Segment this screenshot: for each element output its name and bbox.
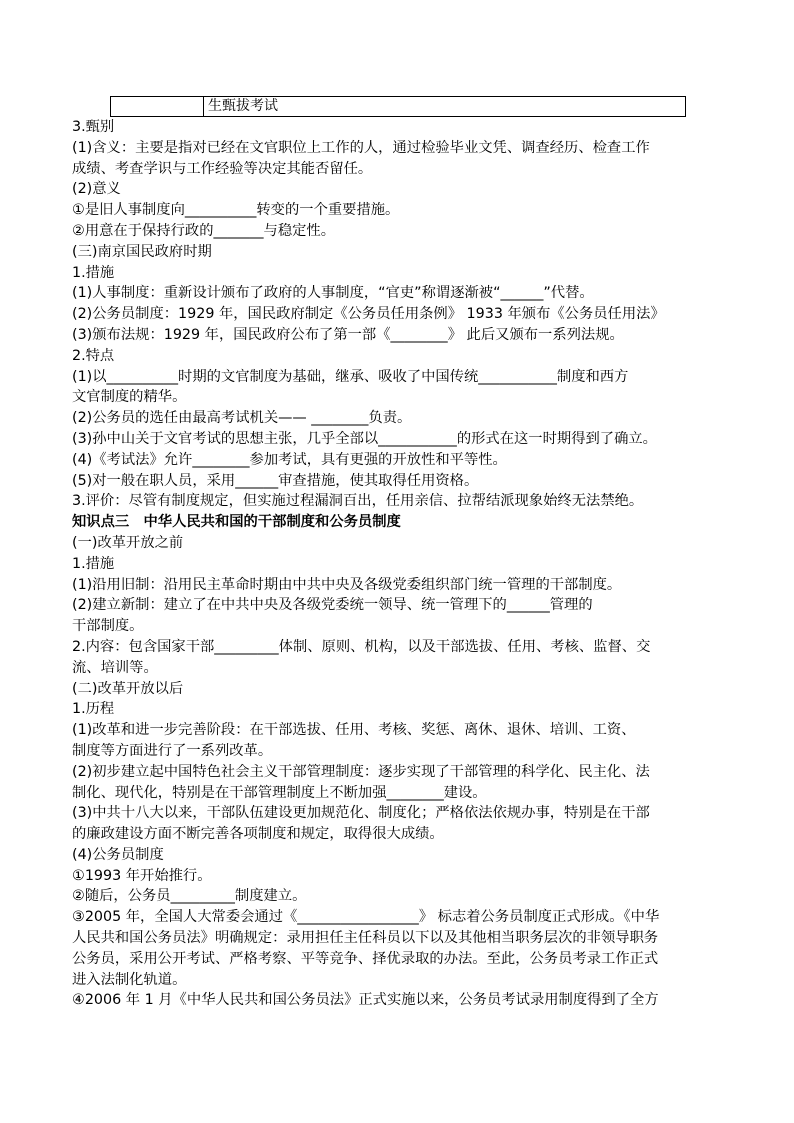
text-line: (3)中共十八大以来，干部队伍建设更加规范化、制度化；严格依法依规办事，特别是在干部 xyxy=(72,805,650,822)
text-line: (2)建立新制：建立了在中共中央及各级党委统一领导、统一管理下的______管理的 xyxy=(72,597,593,614)
text-line: (3)颁布法规：1929 年，国民政府公布了第一部《________》 此后又颁布一系列法规。 xyxy=(72,326,624,343)
table-fragment xyxy=(110,96,686,117)
text-line: 3.评价：尽管有制度规定，但实施过程漏洞百出，任用亲信、拉帮结派现象始终无法禁绝。 xyxy=(72,493,644,510)
text-line: (2)公务员制度：1929 年，国民政府制定《公务员任用条例》 1933 年颁布《公务员任用法》 xyxy=(72,306,665,323)
text-line: ②随后，公务员_________制度建立。 xyxy=(72,888,307,905)
text-line: 1.措施 xyxy=(72,264,115,281)
text-line: 制化、现代化，特别是在干部管理制度上不断加强________建设。 xyxy=(72,784,487,801)
text-line: 进入法制化轨道。 xyxy=(72,971,187,988)
section-heading: 知识点三 中华人民共和国的干部制度和公务员制度 xyxy=(72,514,401,531)
text-line: (4)《考试法》允许________参加考试，具有更强的开放性和平等性。 xyxy=(72,451,507,468)
text-line: (1)人事制度：重新设计颁布了政府的人事制度，“官吏”称谓逐渐被“______”代替。 xyxy=(72,285,594,302)
text-line: (1)沿用旧制：沿用民主革命时期由中共中央及各级党委组织部门统一管理的干部制度。 xyxy=(72,576,622,593)
text-line: ③2005 年，全国人大常委会通过《_________________》 标志着公务员制度正式形成。《中华 xyxy=(72,909,660,926)
table-cell xyxy=(111,97,204,117)
text-line: 人民共和国公务员法》明确规定：录用担任主任科员以下以及其他相当职务层次的非领导职务 xyxy=(72,930,659,947)
text-line: 制度等方面进行了一系列改革。 xyxy=(72,742,273,759)
text-line: 公务员，采用公开考试、严格考察、平等竞争、择优录取的办法。至此，公务员考录工作正式 xyxy=(72,950,659,967)
text-line: 2.内容：包含国家干部_________体制、原则、机构，以及干部选拔、任用、考核、监督、交 xyxy=(72,638,651,655)
document-page xyxy=(72,96,722,1011)
text-line: (1)含义：主要是指对已经在文官职位上工作的人，通过检验毕业文凭、调查经历、检查工作 xyxy=(72,139,650,156)
text-line: (1)以__________时期的文官制度为基础，继承、吸收了中国传统___________制度和西方 xyxy=(72,368,629,385)
text-line: 1.历程 xyxy=(72,701,115,718)
text-line: (4)公务员制度 xyxy=(72,846,164,863)
text-line: (2)公务员的选任由最高考试机关—— ________负责。 xyxy=(72,410,412,427)
text-line: (5)对一般在职人员，采用______审查措施，使其取得任用资格。 xyxy=(72,472,479,489)
text-line: ①是旧人事制度向__________转变的一个重要措施。 xyxy=(72,202,400,219)
text-line: 成绩、考查学识与工作经验等决定其能否留任。 xyxy=(72,160,373,177)
text-line: 文官制度的精华。 xyxy=(72,389,187,406)
text-line: (二)改革开放以后 xyxy=(72,680,184,697)
text-line: 干部制度。 xyxy=(72,618,144,635)
document-body xyxy=(72,117,722,1011)
text-line: (1)改革和进一步完善阶段：在干部选拔、任用、考核、奖惩、离休、退休、培训、工资、 xyxy=(72,722,636,739)
text-line: ②用意在于保持行政的_______与稳定性。 xyxy=(72,222,336,239)
text-line: 流、培训等。 xyxy=(72,659,158,676)
text-line: (3)孙中山关于文官考试的思想主张，几乎全部以___________的形式在这一时期得到了确立。 xyxy=(72,430,657,447)
text-line: (三)南京国民政府时期 xyxy=(72,243,212,260)
text-line: 1.措施 xyxy=(72,555,115,572)
text-line: ①1993 年开始推行。 xyxy=(72,867,212,884)
text-line: 3.甄别 xyxy=(72,119,115,135)
text-line: 的廉政建设方面不断完善各项制度和规定，取得很大成绩。 xyxy=(72,826,444,843)
text-line: (2)初步建立起中国特色社会主义干部管理制度：逐步实现了干部管理的科学化、民主化、法 xyxy=(72,763,650,780)
text-line: ④2006 年 1 月《中华人民共和国公务员法》正式实施以来，公务员考试录用制度得到了全方 xyxy=(72,992,659,1009)
text-line: (2)意义 xyxy=(72,181,121,198)
table-cell: 生甄拔考试 xyxy=(204,97,686,117)
table-row xyxy=(111,97,686,117)
text-line: 2.特点 xyxy=(72,347,115,364)
text-line: (一)改革开放之前 xyxy=(72,534,184,551)
